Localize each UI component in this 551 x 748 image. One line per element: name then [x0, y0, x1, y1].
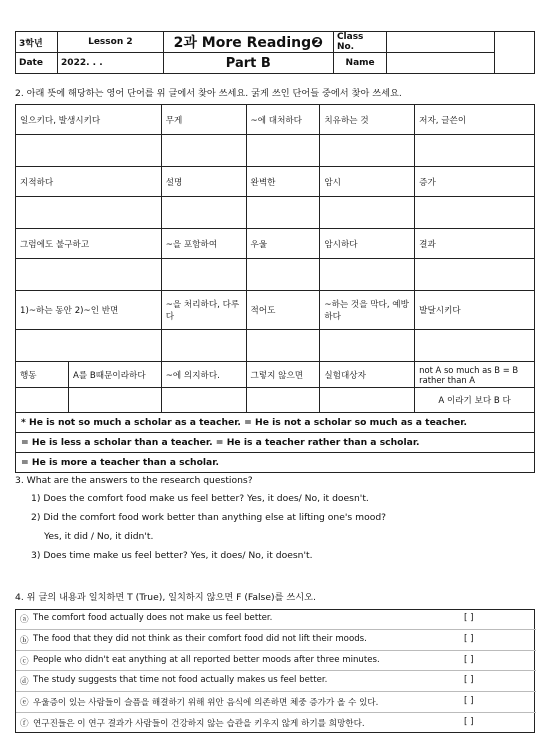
answer-bracket[interactable]: [ ] — [464, 717, 474, 727]
answer-bracket[interactable]: [ ] — [464, 613, 474, 623]
blank-cell — [494, 32, 534, 74]
answer-cell[interactable] — [415, 135, 535, 167]
vocab-label: 암시하다 — [320, 229, 415, 259]
statement-mark: ⓑ — [20, 636, 29, 646]
answer-cell[interactable] — [246, 135, 320, 167]
statement-text: 우울증이 있는 사람들이 슬픔을 해결하기 위해 위안 음식에 의존하면 체중 증가가 올 수 있다. — [33, 698, 379, 708]
answer-cell[interactable] — [161, 388, 246, 413]
row-divider — [16, 629, 536, 630]
statement-mark: ⓐ — [20, 615, 29, 625]
answer-cell[interactable] — [16, 330, 162, 362]
split-cell — [16, 362, 162, 388]
row-divider — [16, 691, 536, 692]
research-answer-2: Yes, it did / No, it didn't. — [44, 531, 154, 542]
vocab-table — [15, 104, 535, 473]
grade-cell: 3학년 — [16, 32, 58, 53]
example-line: = He is more a teacher than a scholar. — [16, 453, 535, 473]
vocab-label: A를 B때문이라하다 — [73, 370, 146, 381]
statement-mark: ⓕ — [20, 719, 29, 729]
vocab-label: 일으키다, 발생시키다 — [16, 105, 162, 135]
statement-text: The food that they did not think as their comfort food did not lift their moods. — [33, 634, 367, 644]
name-field[interactable] — [387, 53, 495, 74]
answer-cell[interactable] — [415, 197, 535, 229]
split-table — [16, 388, 161, 412]
row-divider — [16, 670, 536, 671]
example-line: * He is not so much a scholar as a teacher. = He is not a scholar so much as a teacher. — [16, 413, 535, 433]
class-field[interactable] — [387, 32, 495, 53]
statement-text: People who didn't eat anything at all reported better moods after three minutes. — [33, 655, 380, 665]
statement-text: The comfort food actually does not make us feel better. — [33, 613, 273, 623]
answer-cell[interactable] — [320, 330, 415, 362]
split-table — [16, 362, 161, 387]
row-divider — [16, 650, 536, 651]
vocab-label: 행동 — [16, 362, 69, 387]
vocab-label: 암시 — [320, 167, 415, 197]
vocab-label: 저자, 글쓴이 — [415, 105, 535, 135]
answer-cell[interactable] — [246, 388, 320, 413]
vocab-label: 적어도 — [246, 291, 320, 330]
class-label: Class No. — [333, 32, 386, 53]
vocab-label: ~하는 것을 막다, 예방하다 — [320, 291, 415, 330]
vocab-label: 치유하는 것 — [320, 105, 415, 135]
vocab-label: 설명 — [161, 167, 246, 197]
statement-mark: ⓔ — [20, 698, 29, 708]
vocab-label: 무게 — [161, 105, 246, 135]
answer-bracket[interactable]: [ ] — [464, 634, 474, 644]
vocab-label: 1)~하는 동안 2)~인 반면 — [16, 291, 162, 330]
vocab-label: 결과 — [415, 229, 535, 259]
worksheet-header — [15, 31, 535, 74]
statement-mark: ⓒ — [20, 657, 29, 667]
vocab-label: 그렇지 않으면 — [246, 362, 320, 388]
vocab-label: 발달시키다 — [415, 291, 535, 330]
vocab-label: 우울 — [246, 229, 320, 259]
true-false-box — [15, 609, 535, 733]
answer-bracket[interactable]: [ ] — [464, 696, 474, 706]
answer-bracket[interactable]: [ ] — [464, 675, 474, 685]
answer-cell[interactable] — [320, 259, 415, 291]
vocab-label: 실험대상자 — [320, 362, 415, 388]
date-field[interactable]: 2022. . . — [58, 53, 164, 74]
answer-cell[interactable] — [161, 197, 246, 229]
vocab-label: 그럼에도 불구하고 — [16, 229, 162, 259]
answer-cell[interactable] — [161, 135, 246, 167]
vocab-label: 증가 — [415, 167, 535, 197]
vocab-label: ~에 대처하다 — [246, 105, 320, 135]
section3-title: 3. What are the answers to the research questions? — [15, 475, 253, 486]
answer-cell[interactable] — [246, 197, 320, 229]
research-question-1: 1) Does the comfort food make us feel better? Yes, it does/ No, it doesn't. — [31, 493, 369, 504]
vocab-label: ~을 처리하다, 다루다 — [161, 291, 246, 330]
vocab-label: 완벽한 — [246, 167, 320, 197]
answer-cell[interactable] — [161, 259, 246, 291]
statement-text: The study suggests that time not food actually makes us feel better. — [33, 675, 328, 685]
answer-cell[interactable] — [415, 330, 535, 362]
answer-bracket[interactable]: [ ] — [464, 655, 474, 665]
answer-cell[interactable] — [246, 330, 320, 362]
worksheet-title: 2과 More Reading❷ — [163, 32, 333, 53]
section2-instruction: 2. 아래 뜻에 해당하는 영어 단어를 위 글에서 찾아 쓰세요. 굵게 쓰인 단어들 중에서 찾아 쓰세요. — [15, 88, 402, 99]
row-divider — [16, 712, 536, 713]
answer-cell[interactable] — [16, 197, 162, 229]
grammar-meaning: A 이라기 보다 B 다 — [415, 388, 535, 413]
grammar-note: not A so much as B = B rather than A — [415, 362, 535, 388]
answer-cell[interactable] — [69, 388, 161, 412]
vocab-label: ~에 의지하다. — [161, 362, 246, 388]
research-question-3: 3) Does time make us feel better? Yes, it does/ No, it doesn't. — [31, 550, 313, 561]
name-label: Name — [333, 53, 386, 74]
answer-cell[interactable] — [320, 197, 415, 229]
worksheet-subtitle: Part B — [163, 53, 333, 74]
section4-instruction: 4. 위 글의 내용과 일치하면 T (True), 일치하지 않으면 F (False)를 쓰시오. — [15, 592, 316, 603]
date-label: Date — [16, 53, 58, 74]
answer-cell[interactable] — [415, 259, 535, 291]
answer-cell[interactable] — [16, 259, 162, 291]
vocab-label: 지적하다 — [16, 167, 162, 197]
research-question-2: 2) Did the comfort food work better than anything else at lifting one's mood? — [31, 512, 387, 523]
answer-cell[interactable] — [16, 388, 69, 412]
statement-mark: ⓓ — [20, 677, 29, 687]
lesson-cell: Lesson 2 — [58, 32, 164, 53]
answer-cell[interactable] — [320, 388, 415, 413]
vocab-label: ~을 포함하여 — [161, 229, 246, 259]
answer-cell[interactable] — [161, 330, 246, 362]
answer-cell[interactable] — [16, 388, 162, 413]
answer-cell[interactable] — [320, 135, 415, 167]
example-line: = He is less a scholar than a teacher. = He is a teacher rather than a scholar. — [16, 433, 535, 453]
statement-text: 연구진들은 이 연구 결과가 사람들이 건강하지 않는 습관을 키우지 않게 하기를 희망한다. — [33, 719, 365, 729]
answer-cell[interactable] — [246, 259, 320, 291]
answer-cell[interactable] — [16, 135, 162, 167]
